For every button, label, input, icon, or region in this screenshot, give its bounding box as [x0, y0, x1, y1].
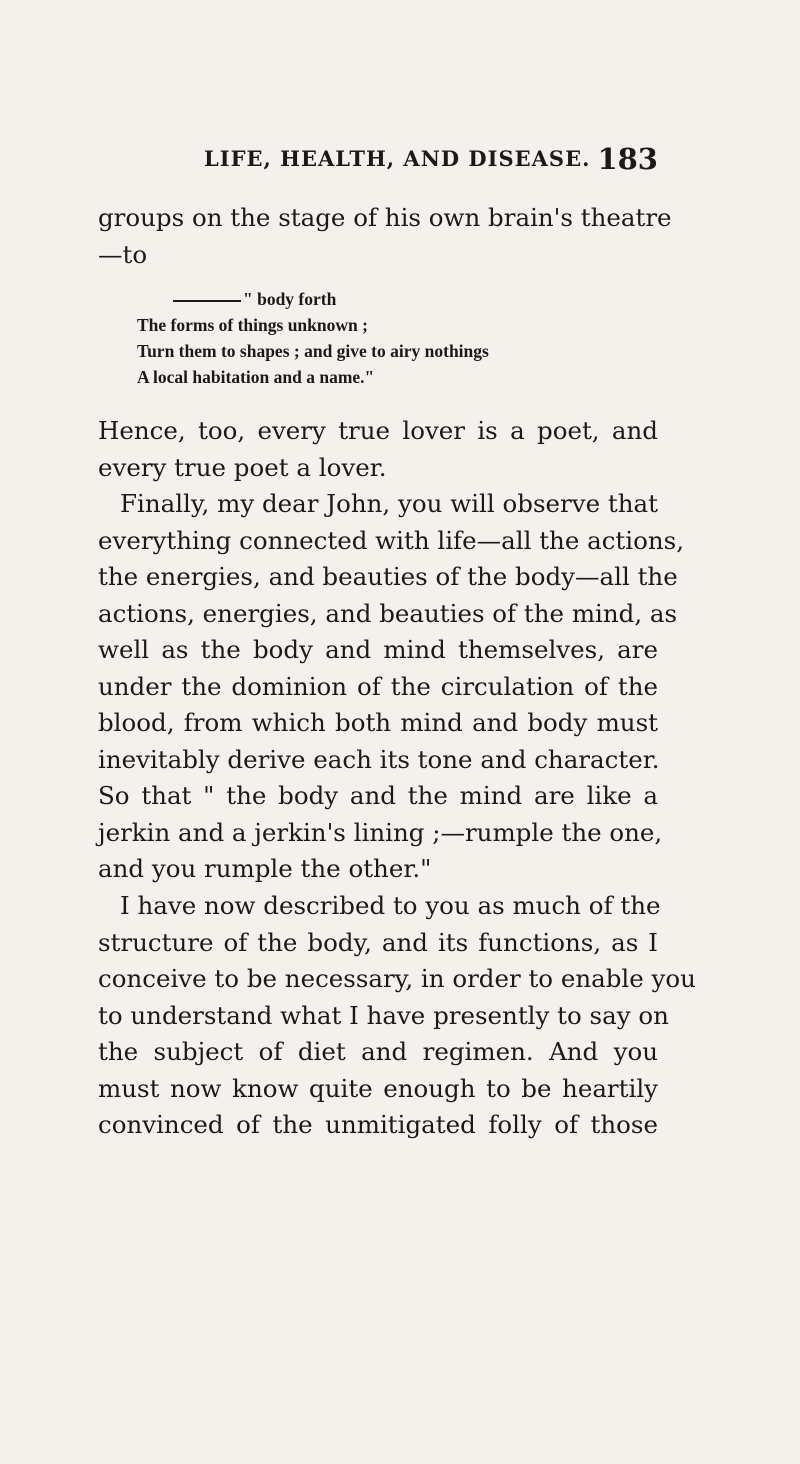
text-line: everything connected with life—all the actions, — [98, 525, 685, 555]
text-line: Hence, too, every true lover is a poet, and — [98, 416, 658, 445]
verse-quotation — [137, 286, 657, 390]
text-line: groups on the stage of his own brain's theatre — [98, 203, 672, 232]
paragraph — [98, 486, 685, 888]
paragraph — [98, 888, 696, 1144]
text-line: I have now described to you as much of the — [120, 891, 661, 920]
verse-line: Turn them to shapes ; and give to airy nothings — [137, 341, 489, 361]
text-line: the subject of diet and regimen. And you — [98, 1037, 658, 1066]
page-number: 183 — [597, 142, 658, 176]
text-line: actions, energies, and beauties of the mind, as — [98, 598, 678, 628]
text-line: inevitably derive each its tone and character. — [98, 744, 660, 774]
verse-line: A local habitation and a name." — [137, 367, 375, 387]
text-line: must now know quite enough to be heartily — [98, 1073, 658, 1103]
verse-dash — [173, 300, 241, 302]
text-line: to understand what I have presently to say on — [98, 1000, 669, 1030]
text-line: every true poet a lover. — [98, 452, 387, 482]
running-head — [96, 142, 656, 182]
verse-line: The forms of things unknown ; — [137, 315, 368, 335]
paragraph — [98, 413, 658, 486]
text-line: the energies, and beauties of the body—all the — [98, 562, 678, 591]
text-line: and you rumple the other." — [98, 854, 432, 883]
text-line: —to — [98, 239, 148, 269]
text-line: convinced of the unmitigated folly of those — [98, 1110, 658, 1139]
text-line: So that " the body and the mind are like a — [98, 781, 658, 810]
text-line: well as the body and mind themselves, are — [98, 635, 658, 664]
text-line: under the dominion of the circulation of the — [98, 671, 658, 701]
verse-line — [137, 286, 657, 312]
opening-text — [98, 200, 672, 273]
text-line: Finally, my dear John, you will observe that — [120, 489, 658, 518]
running-title: LIFE, HEALTH, AND DISEASE. — [204, 146, 591, 171]
text-line: structure of the body, and its functions, as I — [98, 927, 658, 957]
text-line: blood, from which both mind and body must — [98, 708, 658, 737]
text-line: conceive to be necessary, in order to enable you — [98, 964, 696, 993]
text-line: jerkin and a jerkin's lining ;—rumple the one, — [98, 817, 663, 847]
verse-line-text: " body forth — [243, 289, 337, 309]
